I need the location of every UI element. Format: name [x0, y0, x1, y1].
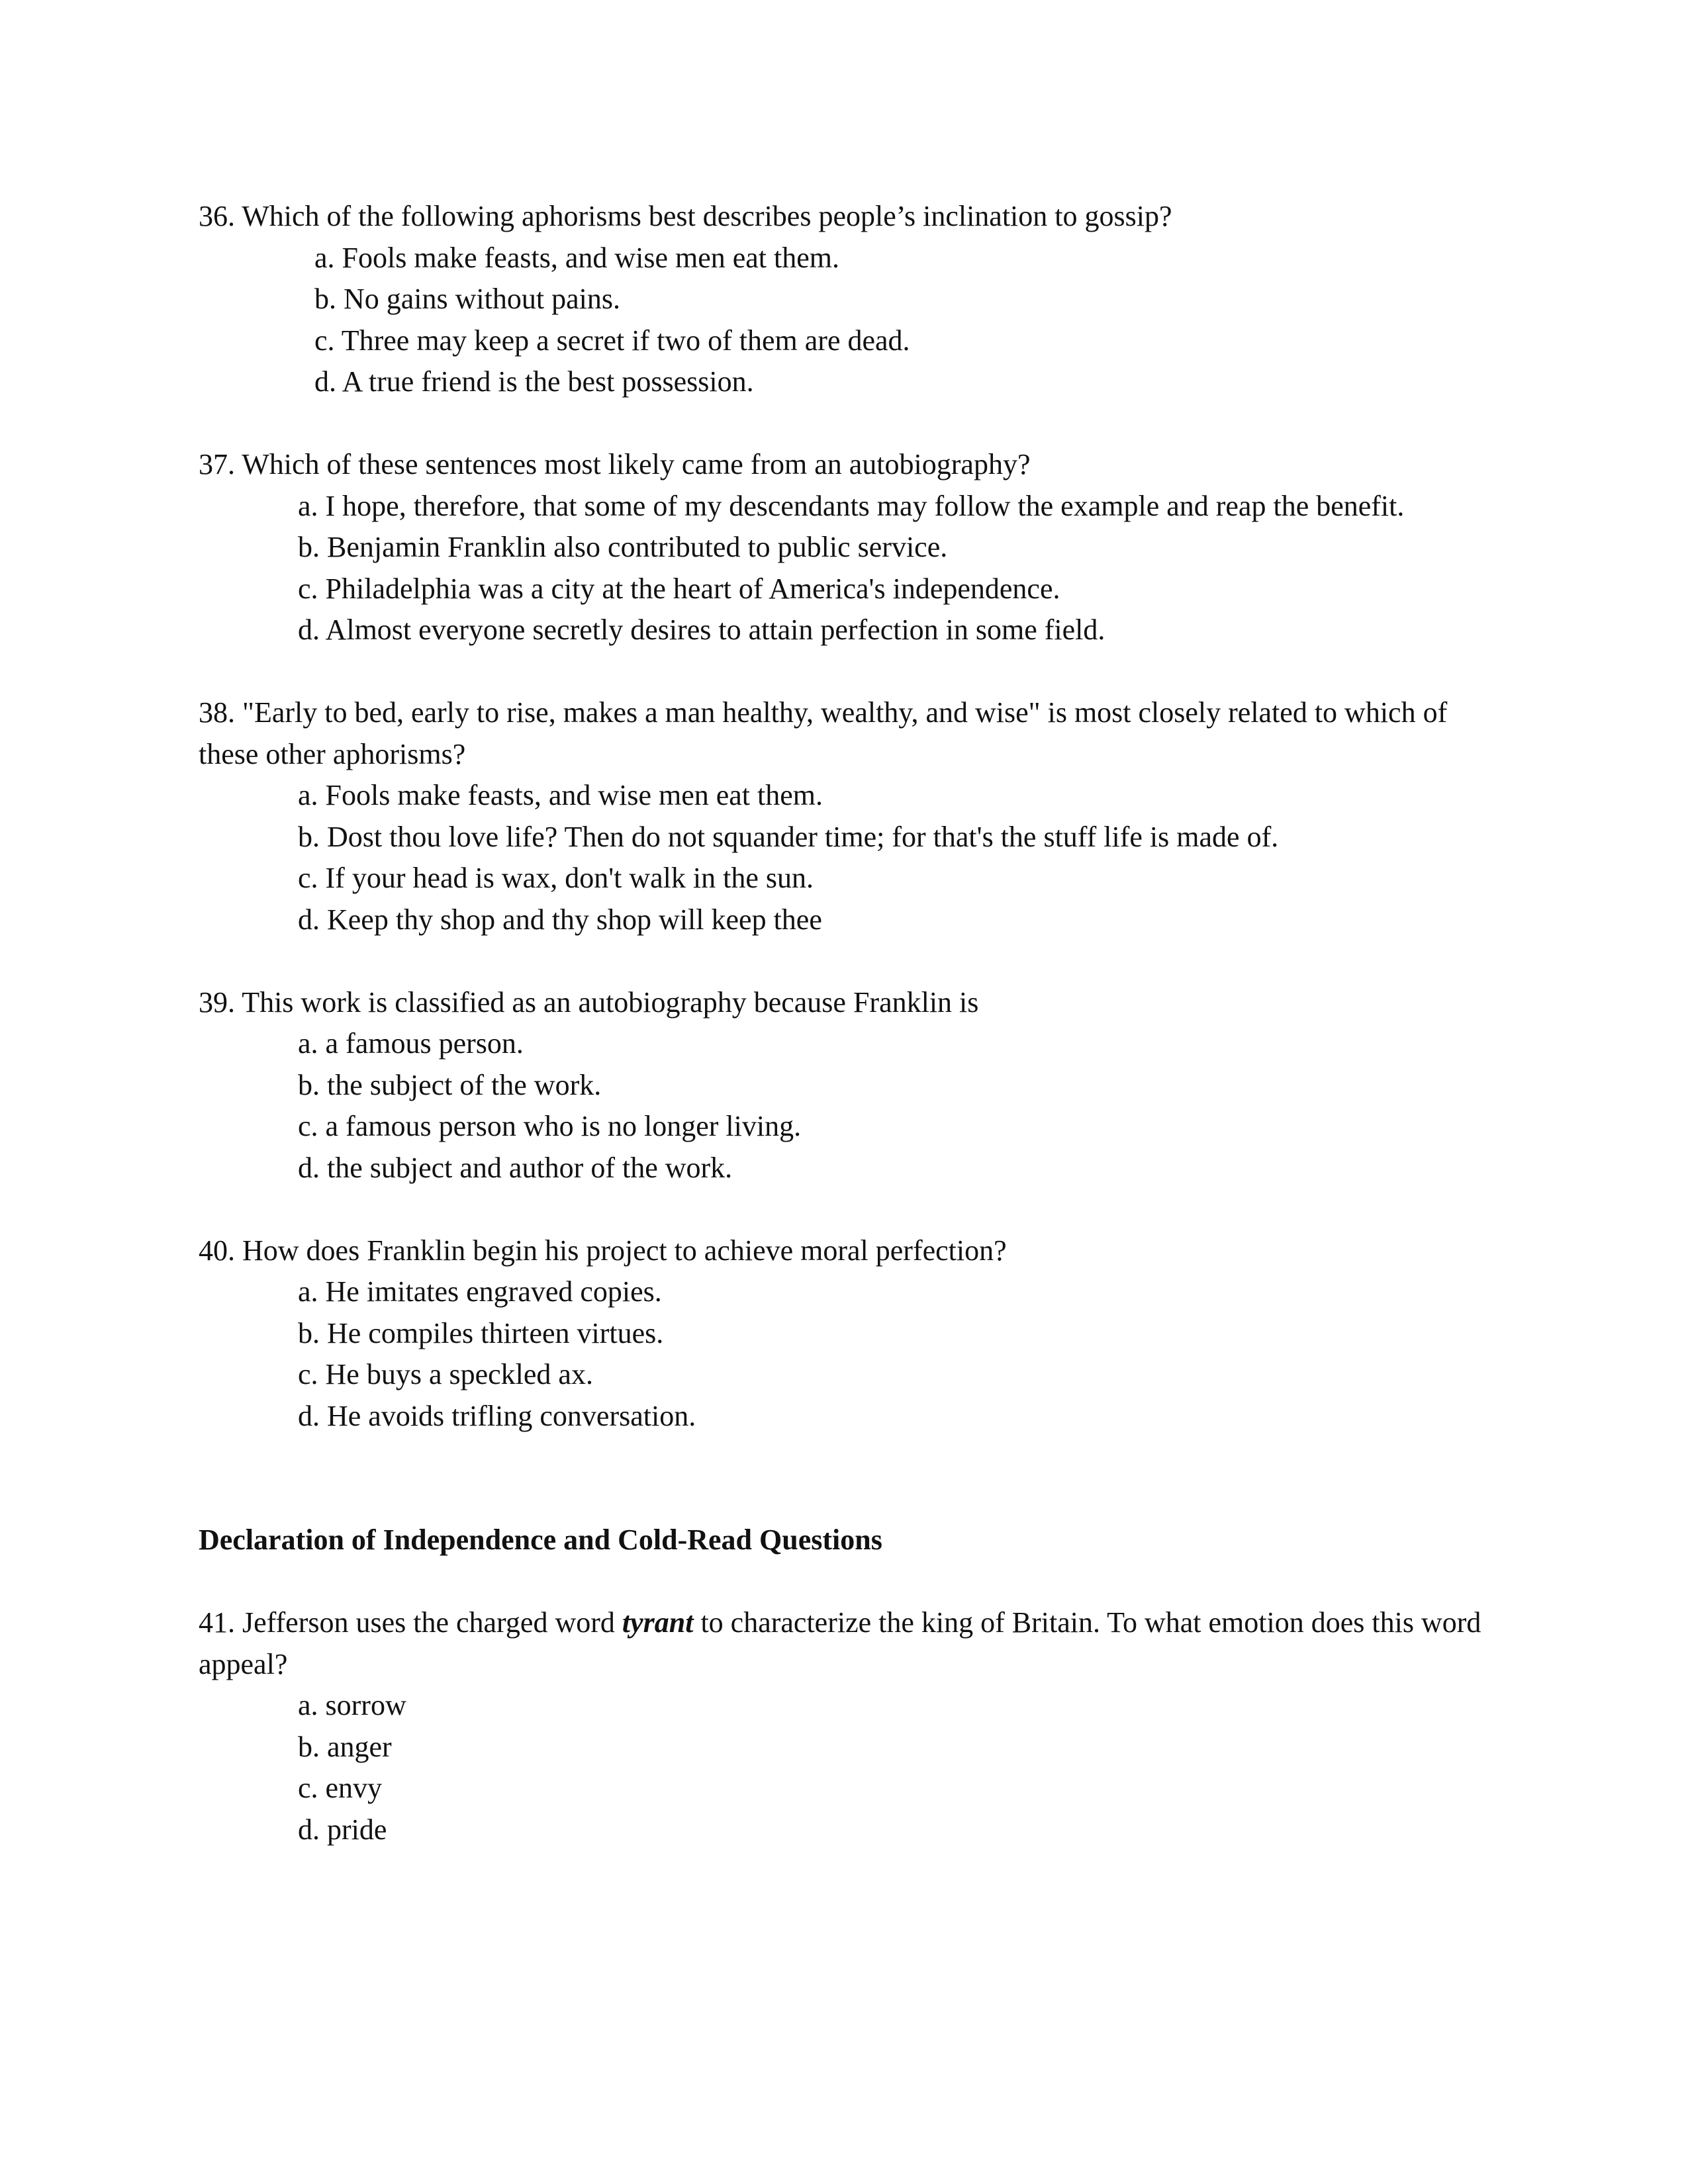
section-heading: Declaration of Independence and Cold-Read Questions [199, 1524, 882, 1556]
question-41 [199, 1602, 1496, 1850]
option-b: b. Benjamin Franklin also contributed to public service. [298, 531, 948, 563]
option-a: a. He imitates engraved copies. [298, 1275, 662, 1308]
question-stem: 36. Which of the following aphorisms best describes people’s inclination to gossip? [199, 200, 1172, 232]
option-c: c. He buys a speckled ax. [298, 1358, 593, 1390]
option-d: d. Almost everyone secretly desires to attain perfection in some field. [298, 614, 1105, 646]
spacer [199, 1189, 1496, 1230]
option-c: c. If your head is wax, don't walk in the sun. [298, 862, 814, 894]
spacer [199, 1561, 1496, 1603]
question-stem [199, 1602, 1496, 1685]
question-36 [199, 196, 1496, 403]
option-b: b. Dost thou love life? Then do not squander time; for that's the stuff life is made of. [298, 820, 1279, 853]
option-d: d. Keep thy shop and thy shop will keep thee [298, 903, 822, 936]
option-c: c. Philadelphia was a city at the heart of America's independence. [298, 572, 1060, 605]
charged-word: tyrant [622, 1606, 694, 1639]
option-c: c. envy [298, 1772, 383, 1804]
answer-options [199, 1023, 1496, 1189]
question-stem: 37. Which of these sentences most likely came from an autobiography? [199, 448, 1031, 480]
spacer [199, 940, 1496, 982]
question-38 [199, 692, 1496, 940]
spacer [199, 651, 1496, 693]
answer-options [199, 1271, 1496, 1437]
answer-options [199, 1685, 1496, 1850]
option-d: d. pride [298, 1813, 387, 1846]
spacer [199, 403, 1496, 445]
stem-text-before: 41. Jefferson uses the charged word [199, 1606, 622, 1639]
option-b: b. the subject of the work. [298, 1068, 602, 1101]
question-37 [199, 444, 1496, 651]
option-b: b. No gains without pains. [314, 283, 620, 315]
spacer [199, 1437, 1496, 1520]
option-a: a. Fools make feasts, and wise men eat them. [314, 241, 840, 274]
option-a: a. Fools make feasts, and wise men eat them. [298, 779, 823, 811]
answer-options [199, 486, 1496, 651]
option-a: a. a famous person. [298, 1027, 524, 1060]
option-a: a. sorrow [298, 1689, 406, 1721]
option-c: c. a famous person who is no longer living. [298, 1110, 802, 1142]
question-stem: 38. "Early to bed, early to rise, makes a man healthy, wealthy, and wise" is most closely related to which of these other aphorisms? [199, 696, 1448, 770]
option-a: a. I hope, therefore, that some of my descendants may follow the example and reap the benefit. [298, 489, 1405, 522]
stem-text-after: to characterize the king of Britain. To what emotion does this word appeal? [199, 1606, 1481, 1680]
option-d: d. the subject and author of the work. [298, 1151, 733, 1184]
answer-options [199, 775, 1496, 940]
option-d: d. A true friend is the best possession. [314, 365, 754, 398]
option-b: b. anger [298, 1730, 392, 1763]
question-stem: 40. How does Franklin begin his project to achieve moral perfection? [199, 1234, 1007, 1267]
question-40 [199, 1230, 1496, 1437]
question-39 [199, 982, 1496, 1189]
answer-options [199, 238, 1496, 403]
option-c: c. Three may keep a secret if two of them are dead. [314, 324, 910, 357]
option-b: b. He compiles thirteen virtues. [298, 1316, 664, 1349]
option-d: d. He avoids trifling conversation. [298, 1399, 696, 1432]
question-stem: 39. This work is classified as an autobiography because Franklin is [199, 985, 979, 1019]
worksheet-page [199, 196, 1496, 1850]
